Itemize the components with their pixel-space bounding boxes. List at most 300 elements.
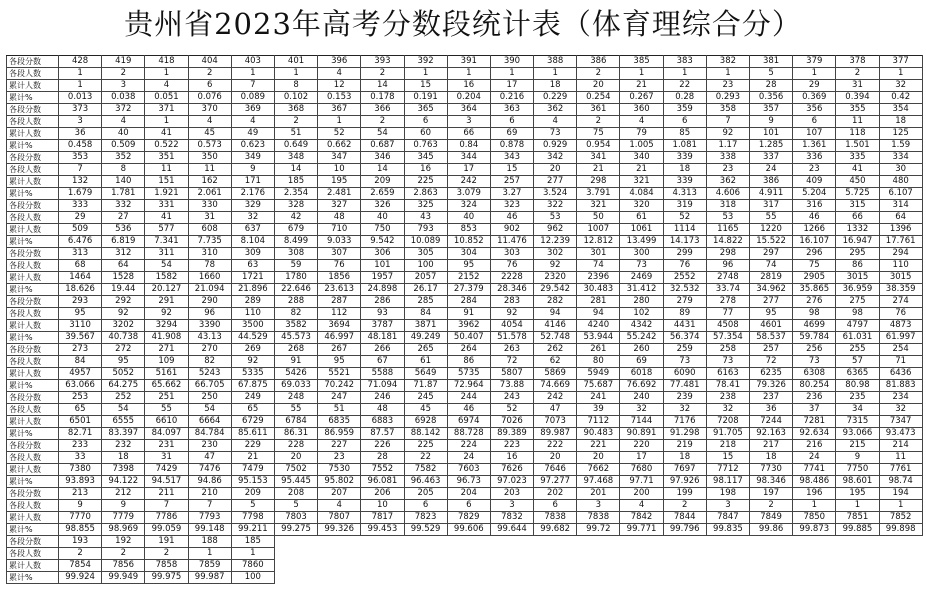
row-label: 各段分数 <box>7 56 59 68</box>
table-cell: 99.873 <box>793 524 836 536</box>
table-cell: 197 <box>750 488 793 500</box>
percent-row <box>7 284 923 296</box>
table-cell: 2.354 <box>274 188 317 200</box>
table-cell: 209 <box>361 176 404 188</box>
table-cell: 87.57 <box>361 428 404 440</box>
table-cell: 4240 <box>577 320 620 332</box>
table-cell: 14.822 <box>706 236 749 248</box>
table-cell: 32 <box>879 80 922 92</box>
table-cell: 338 <box>706 152 749 164</box>
table-cell: 15 <box>404 80 447 92</box>
empty-cell <box>490 560 533 572</box>
table-cell: 89.389 <box>490 428 533 440</box>
table-cell: 42 <box>274 212 317 224</box>
table-cell: 97.277 <box>534 476 577 488</box>
table-cell: 385 <box>620 56 663 68</box>
table-cell: 7281 <box>793 416 836 428</box>
table-cell: 31 <box>836 80 879 92</box>
table-cell: 99.211 <box>231 524 274 536</box>
table-cell: 77.481 <box>663 380 706 392</box>
row-label: 累计% <box>7 188 59 200</box>
table-cell: 31 <box>145 452 188 464</box>
table-cell: 208 <box>274 488 317 500</box>
table-cell: 4 <box>534 116 577 128</box>
table-cell: 7646 <box>534 464 577 476</box>
table-cell: 97.926 <box>663 476 706 488</box>
table-cell: 1 <box>188 548 231 560</box>
table-cell: 1 <box>145 116 188 128</box>
table-cell: 192 <box>102 536 145 548</box>
table-cell: 91 <box>274 356 317 368</box>
table-cell: 73 <box>620 260 663 272</box>
table-cell: 94 <box>534 308 577 320</box>
table-cell: 52 <box>490 404 533 416</box>
row-label: 各段分数 <box>7 392 59 404</box>
table-cell: 43.13 <box>188 332 231 344</box>
table-cell: 36 <box>59 128 102 140</box>
table-cell: 241 <box>577 392 620 404</box>
table-cell: 21.094 <box>188 284 231 296</box>
table-cell: 32 <box>706 404 749 416</box>
table-cell: 2819 <box>750 272 793 284</box>
table-cell: 329 <box>231 200 274 212</box>
table-cell: 236 <box>793 392 836 404</box>
table-cell: 95.153 <box>231 476 274 488</box>
table-cell: 264 <box>447 344 490 356</box>
table-cell: 396 <box>318 56 361 68</box>
table-cell: 223 <box>490 440 533 452</box>
table-cell: 14 <box>361 80 404 92</box>
table-cell: 2905 <box>793 272 836 284</box>
table-cell: 6308 <box>793 368 836 380</box>
table-cell: 31 <box>188 212 231 224</box>
table-cell: 310 <box>188 248 231 260</box>
table-cell: 6974 <box>447 416 490 428</box>
table-cell: 3 <box>102 80 145 92</box>
table-cell: 32 <box>663 404 706 416</box>
empty-cell <box>577 572 620 584</box>
table-cell: 93.893 <box>59 476 102 488</box>
table-cell: 7860 <box>231 560 274 572</box>
table-cell: 17.761 <box>879 236 922 248</box>
table-cell: 46 <box>447 404 490 416</box>
table-cell: 100 <box>231 572 274 584</box>
row-label: 累计人数 <box>7 176 59 188</box>
table-cell: 78 <box>188 260 231 272</box>
table-cell: 295 <box>836 248 879 260</box>
table-cell: 99.771 <box>620 524 663 536</box>
table-cell: 30.483 <box>577 284 620 296</box>
empty-cell <box>706 572 749 584</box>
table-cell: 372 <box>102 104 145 116</box>
table-cell: 81.883 <box>879 380 922 392</box>
table-cell: 207 <box>318 488 361 500</box>
table-cell: 331 <box>145 200 188 212</box>
table-cell: 86 <box>447 356 490 368</box>
table-cell: 7244 <box>750 416 793 428</box>
table-cell: 1 <box>836 500 879 512</box>
table-cell: 428 <box>59 56 102 68</box>
empty-cell <box>879 560 922 572</box>
table-cell: 1582 <box>145 272 188 284</box>
table-cell: 99.148 <box>188 524 231 536</box>
score-row <box>7 536 923 548</box>
table-cell: 57 <box>836 356 879 368</box>
percent-row <box>7 380 923 392</box>
table-cell: 48 <box>361 404 404 416</box>
percent-row <box>7 140 923 152</box>
empty-cell <box>490 548 533 560</box>
table-cell: 7712 <box>706 464 749 476</box>
table-cell: 327 <box>318 200 361 212</box>
table-cell: 281 <box>577 296 620 308</box>
cumulative-row <box>7 512 923 524</box>
table-cell: 69 <box>620 356 663 368</box>
table-cell: 278 <box>706 296 749 308</box>
table-cell: 0.102 <box>274 92 317 104</box>
table-cell: 298 <box>706 248 749 260</box>
table-cell: 7.341 <box>145 236 188 248</box>
table-cell: 45 <box>188 128 231 140</box>
table-cell: 7779 <box>102 512 145 524</box>
table-cell: 99.644 <box>490 524 533 536</box>
row-label: 各段分数 <box>7 440 59 452</box>
table-cell: 263 <box>490 344 533 356</box>
score-row <box>7 200 923 212</box>
table-cell: 22 <box>404 452 447 464</box>
table-cell: 345 <box>404 152 447 164</box>
table-cell: 225 <box>404 440 447 452</box>
empty-cell <box>490 572 533 584</box>
table-cell: 7626 <box>490 464 533 476</box>
table-cell: 52 <box>663 212 706 224</box>
table-cell: 61 <box>404 356 447 368</box>
cumulative-row <box>7 128 923 140</box>
empty-cell <box>793 536 836 548</box>
table-cell: 44.529 <box>231 332 274 344</box>
table-cell: 94.517 <box>145 476 188 488</box>
row-label: 各段人数 <box>7 548 59 560</box>
table-cell: 361 <box>577 104 620 116</box>
table-cell: 2057 <box>404 272 447 284</box>
table-cell: 12.239 <box>534 236 577 248</box>
empty-cell <box>447 560 490 572</box>
table-cell: 7 <box>231 80 274 92</box>
table-cell: 11 <box>879 452 922 464</box>
table-cell: 793 <box>404 224 447 236</box>
table-cell: 344 <box>447 152 490 164</box>
row-label: 各段分数 <box>7 536 59 548</box>
table-cell: 18 <box>663 164 706 176</box>
table-cell: 315 <box>836 200 879 212</box>
table-cell: 5 <box>750 68 793 80</box>
table-cell: 94.122 <box>102 476 145 488</box>
count-row <box>7 212 923 224</box>
percent-row <box>7 476 923 488</box>
table-cell: 74.669 <box>534 380 577 392</box>
table-cell: 4431 <box>663 320 706 332</box>
table-cell: 409 <box>793 176 836 188</box>
table-cell: 195 <box>836 488 879 500</box>
table-cell: 24 <box>750 164 793 176</box>
table-cell: 61.031 <box>836 332 879 344</box>
table-cell: 221 <box>577 440 620 452</box>
table-cell: 3294 <box>145 320 188 332</box>
table-cell: 93.473 <box>879 428 922 440</box>
table-cell: 7852 <box>879 512 922 524</box>
table-cell: 101 <box>361 260 404 272</box>
table-cell: 4 <box>231 116 274 128</box>
table-cell: 283 <box>490 296 533 308</box>
table-cell: 95 <box>102 356 145 368</box>
table-cell: 59 <box>274 260 317 272</box>
table-cell: 16 <box>447 80 490 92</box>
table-cell: 71.87 <box>404 380 447 392</box>
table-cell: 198 <box>706 488 749 500</box>
table-cell: 50.407 <box>447 332 490 344</box>
cumulative-row <box>7 320 923 332</box>
score-row <box>7 152 923 164</box>
table-cell: 254 <box>879 344 922 356</box>
table-cell: 333 <box>59 200 102 212</box>
empty-cell <box>836 548 879 560</box>
table-cell: 34.962 <box>750 284 793 296</box>
table-cell: 0.356 <box>750 92 793 104</box>
table-cell: 92 <box>706 128 749 140</box>
table-cell: 902 <box>490 224 533 236</box>
row-label: 累计人数 <box>7 80 59 92</box>
empty-cell <box>879 536 922 548</box>
table-cell: 99.885 <box>836 524 879 536</box>
table-cell: 1 <box>663 68 706 80</box>
table-cell: 306 <box>361 248 404 260</box>
table-cell: 2 <box>577 116 620 128</box>
table-cell: 234 <box>879 392 922 404</box>
table-cell: 1 <box>706 68 749 80</box>
table-cell: 7798 <box>231 512 274 524</box>
table-cell: 12.812 <box>577 236 620 248</box>
table-cell: 750 <box>361 224 404 236</box>
table-cell: 0.687 <box>361 140 404 152</box>
table-cell: 5588 <box>361 368 404 380</box>
table-cell: 4 <box>620 500 663 512</box>
table-cell: 294 <box>879 248 922 260</box>
cumulative-row <box>7 272 923 284</box>
table-cell: 185 <box>274 176 317 188</box>
table-cell: 37 <box>793 404 836 416</box>
table-cell: 6.819 <box>102 236 145 248</box>
table-cell: 0.267 <box>620 92 663 104</box>
table-cell: 373 <box>59 104 102 116</box>
table-cell: 95 <box>447 260 490 272</box>
empty-cell <box>836 560 879 572</box>
table-cell: 15.522 <box>750 236 793 248</box>
empty-cell <box>706 560 749 572</box>
table-cell: 303 <box>490 248 533 260</box>
table-cell: 1332 <box>836 224 879 236</box>
table-cell: 196 <box>793 488 836 500</box>
row-label: 各段分数 <box>7 104 59 116</box>
table-cell: 204 <box>447 488 490 500</box>
table-cell: 56.374 <box>663 332 706 344</box>
empty-cell <box>318 536 361 548</box>
table-cell: 7582 <box>404 464 447 476</box>
table-cell: 7073 <box>534 416 577 428</box>
table-cell: 2 <box>102 68 145 80</box>
table-cell: 362 <box>534 104 577 116</box>
table-cell: 24 <box>447 452 490 464</box>
table-cell: 308 <box>274 248 317 260</box>
table-cell: 1 <box>231 548 274 560</box>
table-cell: 9.542 <box>361 236 404 248</box>
table-cell: 36.959 <box>836 284 879 296</box>
table-cell: 11 <box>145 164 188 176</box>
table-cell: 1.17 <box>706 140 749 152</box>
table-cell: 9 <box>102 500 145 512</box>
table-cell: 83.397 <box>102 428 145 440</box>
table-cell: 355 <box>836 104 879 116</box>
table-cell: 7786 <box>145 512 188 524</box>
table-cell: 21 <box>620 80 663 92</box>
table-cell: 259 <box>663 344 706 356</box>
table-cell: 6365 <box>836 368 879 380</box>
table-cell: 69.033 <box>274 380 317 392</box>
table-cell: 362 <box>706 176 749 188</box>
table-cell: 0.153 <box>318 92 361 104</box>
row-label: 累计% <box>7 476 59 488</box>
table-cell: 388 <box>534 56 577 68</box>
table-cell: 7 <box>706 116 749 128</box>
table-cell: 92.634 <box>793 428 836 440</box>
score-row <box>7 392 923 404</box>
table-cell: 300 <box>620 248 663 260</box>
table-cell: 247 <box>318 392 361 404</box>
table-cell: 99.529 <box>404 524 447 536</box>
table-cell: 99.72 <box>577 524 620 536</box>
table-cell: 2 <box>750 500 793 512</box>
empty-cell <box>663 536 706 548</box>
table-cell: 257 <box>750 344 793 356</box>
table-cell: 313 <box>59 248 102 260</box>
table-cell: 1.59 <box>879 140 922 152</box>
table-cell: 301 <box>577 248 620 260</box>
table-cell: 7850 <box>793 512 836 524</box>
row-label: 各段人数 <box>7 404 59 416</box>
table-cell: 21.896 <box>231 284 274 296</box>
table-cell: 40 <box>447 212 490 224</box>
table-cell: 249 <box>231 392 274 404</box>
table-cell: 6090 <box>663 368 706 380</box>
table-cell: 342 <box>534 152 577 164</box>
empty-cell <box>663 572 706 584</box>
table-cell: 45.573 <box>274 332 317 344</box>
table-cell: 353 <box>59 152 102 164</box>
table-cell: 232 <box>102 440 145 452</box>
table-cell: 51 <box>274 128 317 140</box>
table-cell: 8 <box>274 80 317 92</box>
table-cell: 277 <box>750 296 793 308</box>
table-cell: 2552 <box>663 272 706 284</box>
table-cell: 93.066 <box>836 428 879 440</box>
table-cell: 85 <box>663 128 706 140</box>
table-cell: 322 <box>534 200 577 212</box>
table-cell: 0.293 <box>706 92 749 104</box>
table-cell: 293 <box>59 296 102 308</box>
table-cell: 20 <box>577 452 620 464</box>
table-cell: 89.987 <box>534 428 577 440</box>
table-cell: 99.326 <box>318 524 361 536</box>
empty-cell <box>318 548 361 560</box>
table-cell: 72.964 <box>447 380 490 392</box>
table-cell: 46.997 <box>318 332 361 344</box>
table-cell: 279 <box>663 296 706 308</box>
count-row <box>7 116 923 128</box>
table-cell: 110 <box>231 308 274 320</box>
table-cell: 99.898 <box>879 524 922 536</box>
table-cell: 2 <box>836 68 879 80</box>
table-cell: 265 <box>404 344 447 356</box>
table-cell: 91.298 <box>663 428 706 440</box>
table-cell: 363 <box>490 104 533 116</box>
table-cell: 679 <box>274 224 317 236</box>
score-row <box>7 56 923 68</box>
table-cell: 360 <box>620 104 663 116</box>
table-cell: 49.249 <box>404 332 447 344</box>
table-cell: 450 <box>836 176 879 188</box>
table-cell: 1.921 <box>145 188 188 200</box>
table-cell: 199 <box>663 488 706 500</box>
table-cell: 0.394 <box>836 92 879 104</box>
row-label: 累计人数 <box>7 368 59 380</box>
table-cell: 64 <box>879 212 922 224</box>
row-label: 各段分数 <box>7 152 59 164</box>
table-cell: 244 <box>447 392 490 404</box>
table-cell: 3 <box>59 116 102 128</box>
row-label: 累计% <box>7 380 59 392</box>
table-cell: 92 <box>145 308 188 320</box>
table-cell: 1061 <box>620 224 663 236</box>
table-cell: 5052 <box>102 368 145 380</box>
table-cell: 84 <box>59 356 102 368</box>
table-cell: 348 <box>274 152 317 164</box>
table-cell: 94.86 <box>188 476 231 488</box>
table-cell: 0.369 <box>793 92 836 104</box>
table-cell: 90.483 <box>577 428 620 440</box>
table-cell: 59.784 <box>793 332 836 344</box>
table-cell: 3871 <box>404 320 447 332</box>
table-cell: 298 <box>577 176 620 188</box>
empty-cell <box>663 548 706 560</box>
table-cell: 99.682 <box>534 524 577 536</box>
table-cell: 67 <box>361 356 404 368</box>
table-cell: 1957 <box>361 272 404 284</box>
table-cell: 357 <box>750 104 793 116</box>
table-cell: 99.606 <box>447 524 490 536</box>
table-cell: 364 <box>447 104 490 116</box>
empty-cell <box>836 536 879 548</box>
table-cell: 318 <box>706 200 749 212</box>
table-cell: 65 <box>231 404 274 416</box>
table-cell: 9 <box>750 116 793 128</box>
table-cell: 45 <box>404 404 447 416</box>
table-cell: 96.73 <box>447 476 490 488</box>
table-cell: 1 <box>231 68 274 80</box>
table-cell: 6835 <box>318 416 361 428</box>
table-cell: 2396 <box>577 272 620 284</box>
empty-cell <box>620 572 663 584</box>
table-cell: 7176 <box>663 416 706 428</box>
table-cell: 480 <box>879 176 922 188</box>
